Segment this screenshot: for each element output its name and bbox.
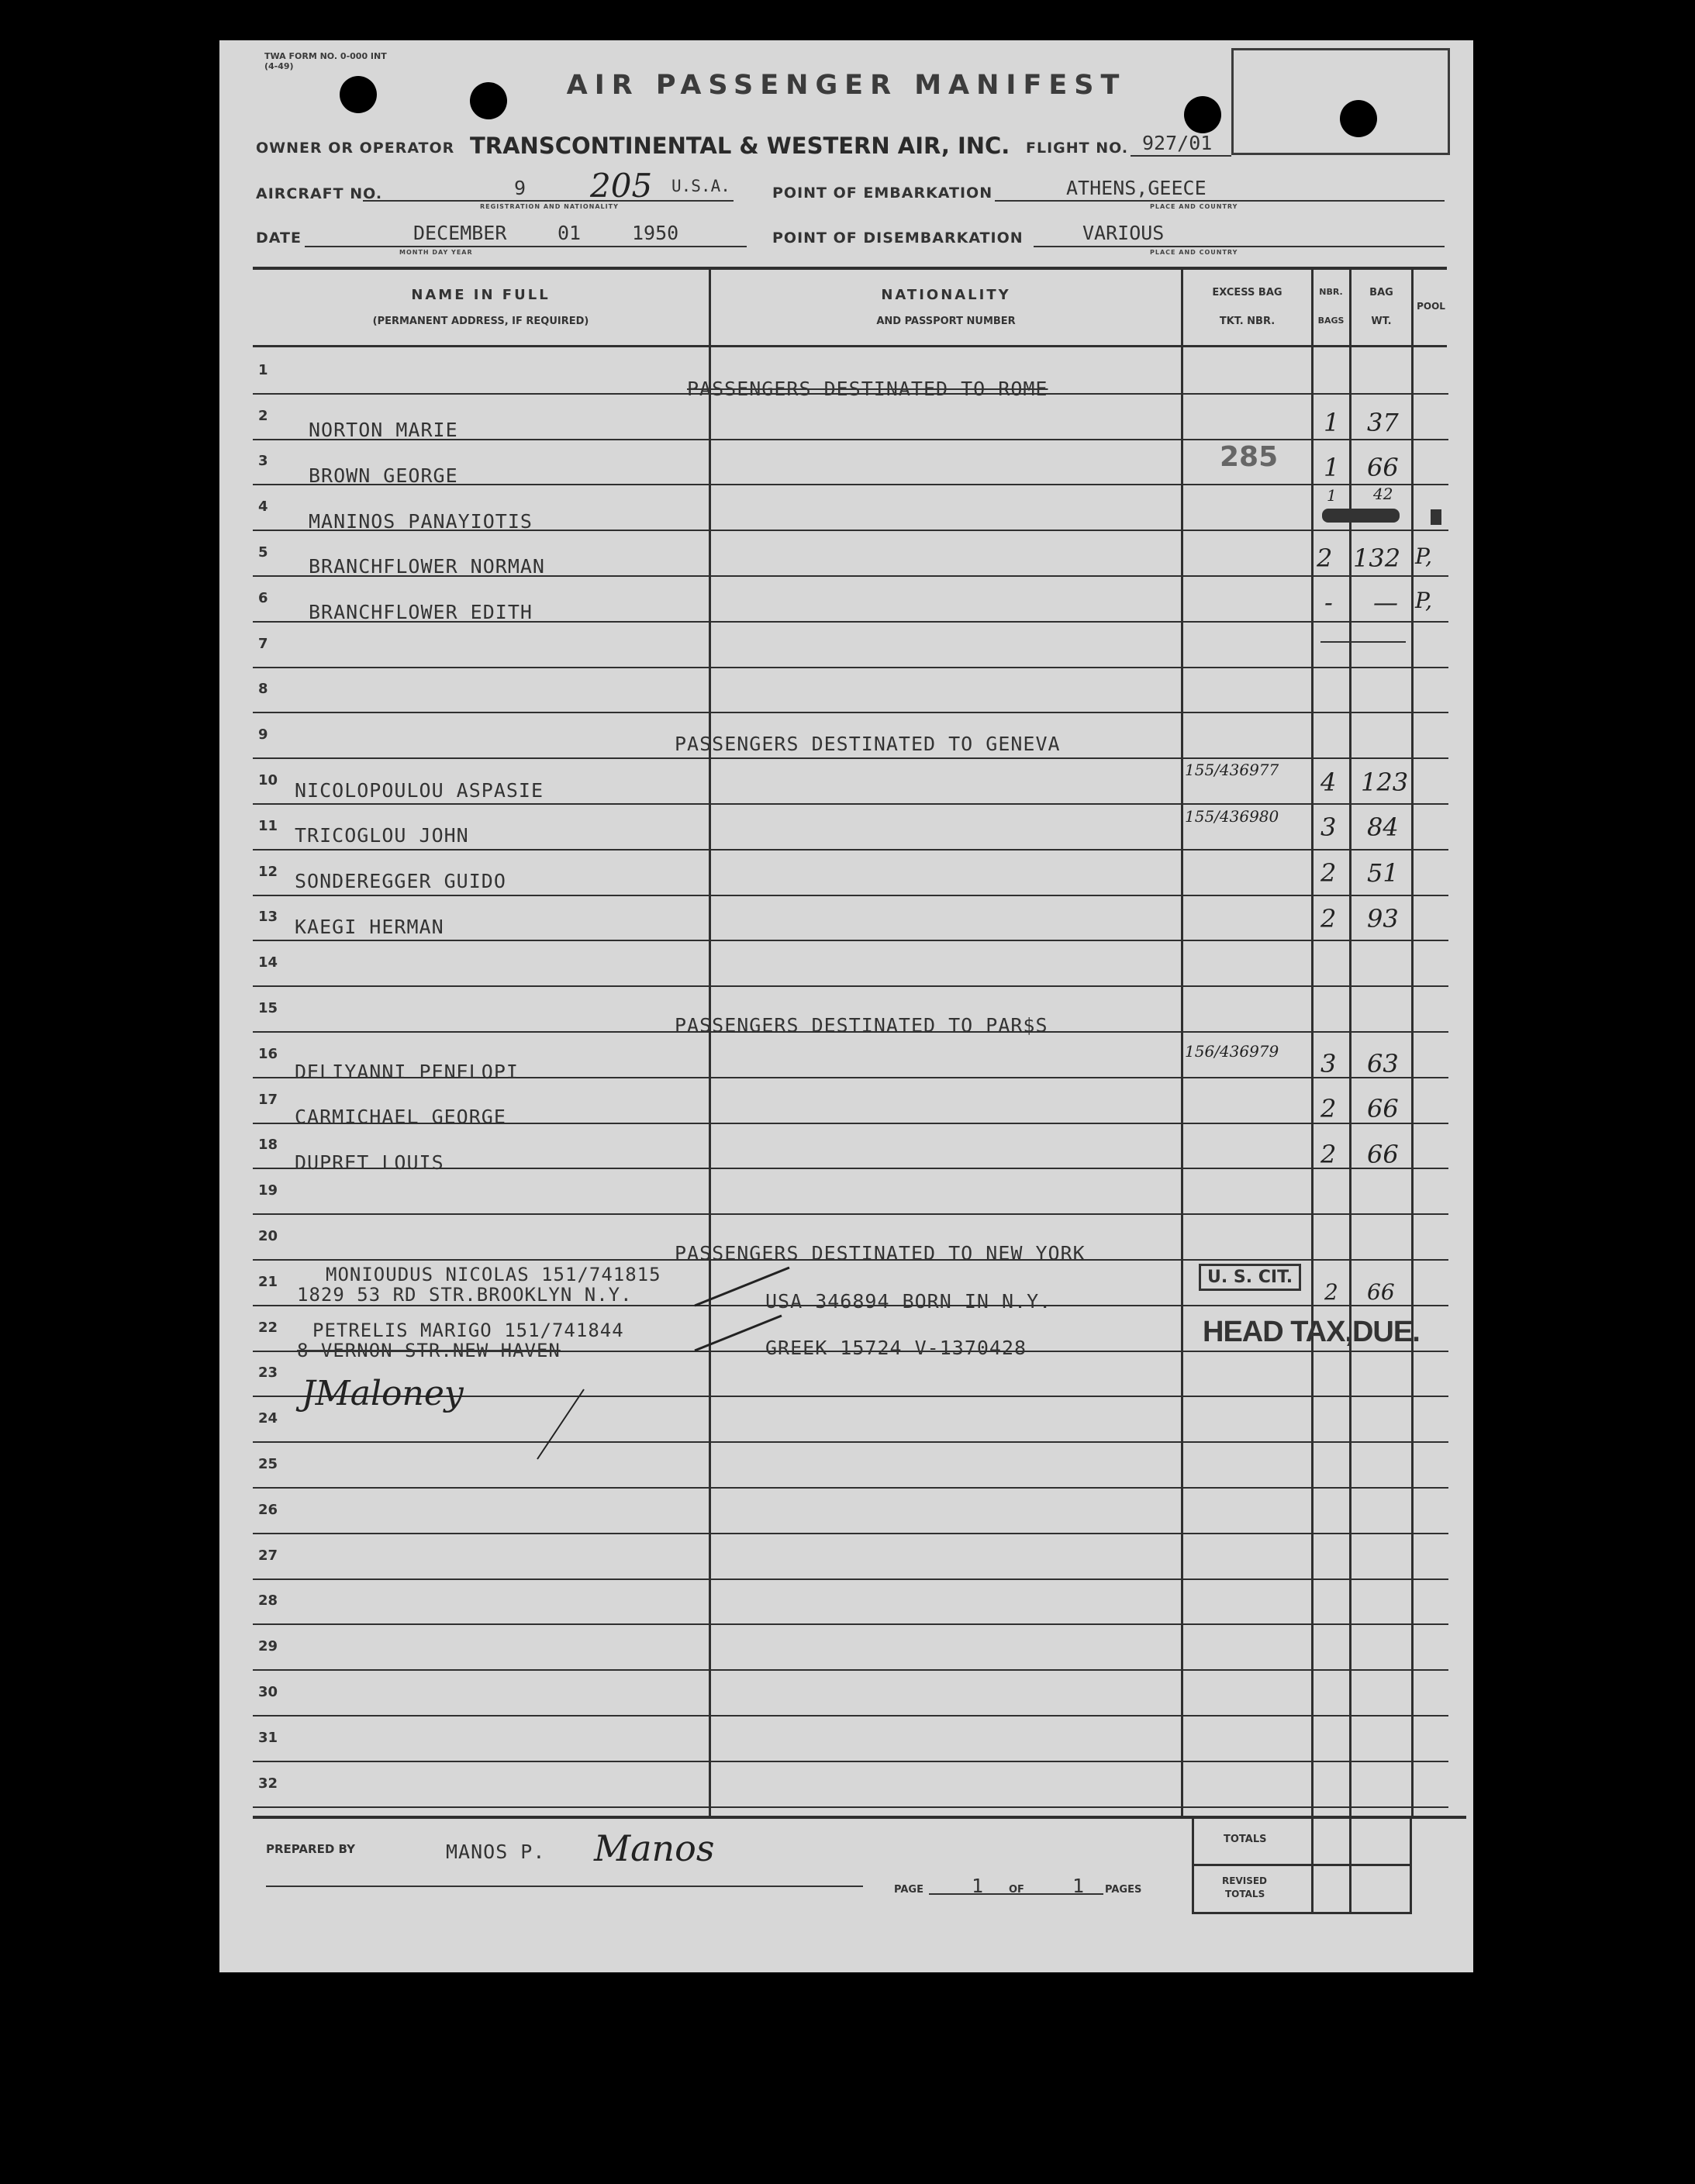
col-header-excess: EXCESS BAG — [1212, 287, 1282, 298]
page-underline — [929, 1893, 1103, 1895]
bag-weight: 123 — [1361, 768, 1409, 797]
bracket-line-2 — [695, 1316, 782, 1351]
signature-tail — [537, 1389, 584, 1459]
bag-count: - — [1324, 588, 1333, 617]
prepared-by-label: PREPARED BY — [266, 1842, 355, 1856]
aircraft-sub: REGISTRATION AND NATIONALITY — [480, 203, 619, 210]
aircraft-label: AIRCRAFT NO. — [256, 185, 383, 202]
col-header-name-sub: (PERMANENT ADDRESS, IF REQUIRED) — [372, 316, 589, 327]
excess-ticket: 156/436979 — [1185, 1042, 1279, 1061]
bag-weight: 84 — [1367, 813, 1399, 842]
bag-count: 2 — [1320, 1140, 1337, 1169]
bag-count: 2 — [1320, 858, 1337, 888]
form-number-date: (4-49) — [264, 61, 294, 71]
embark-value: ATHENS,GEECE — [1066, 177, 1207, 199]
bag-weight: 132 — [1353, 543, 1401, 573]
bag-weight: 63 — [1367, 1049, 1399, 1078]
ny-signature: JMaloney — [302, 1374, 464, 1413]
row-number: 16 — [258, 1046, 278, 1062]
section-rome: PASSENGERS DESTINATED TO ROME — [687, 378, 1048, 400]
pages-label: PAGES — [1105, 1884, 1142, 1896]
col-header-excess-sub: TKT. NBR. — [1219, 316, 1276, 327]
section-new-york: PASSENGERS DESTINATED TO NEW YORK — [675, 1242, 1086, 1265]
row-number: 29 — [258, 1638, 278, 1654]
row-number: 21 — [258, 1274, 278, 1290]
owner-value: TRANSCONTINENTAL & WESTERN AIR, INC. — [470, 133, 1010, 159]
row-number: 9 — [258, 726, 268, 743]
embark-label: POINT OF EMBARKATION — [772, 185, 993, 202]
ny-bracket-lines — [219, 40, 1473, 1972]
excess-ticket: 155/436977 — [1185, 761, 1279, 779]
row-number: 11 — [258, 818, 278, 834]
row-number: 15 — [258, 1000, 278, 1016]
row-number: 28 — [258, 1592, 278, 1609]
row-number: 20 — [258, 1228, 278, 1244]
revised-totals-label-1: REVISED — [1222, 1875, 1267, 1886]
date-year: 1950 — [632, 222, 679, 244]
passenger-name: BRANCHFLOWER EDITH — [309, 601, 533, 623]
ny-passenger-2-name: PETRELIS MARIGO 151/741844 — [312, 1320, 624, 1341]
passenger-name: NICOLOPOULOU ASPASIE — [295, 779, 544, 802]
bag-weight: 37 — [1367, 408, 1399, 437]
date-sub: MONTH DAY YEAR — [399, 249, 473, 256]
row-number: 14 — [258, 954, 278, 971]
row-number: 23 — [258, 1365, 278, 1381]
row-number: 31 — [258, 1730, 278, 1746]
excess-ticket: 285 — [1220, 441, 1279, 473]
prepared-by-signature: Manos — [594, 1827, 715, 1869]
bag-count: 1 — [1324, 453, 1340, 482]
bag-weight: 66 — [1367, 453, 1399, 482]
row-number: 13 — [258, 909, 278, 925]
passenger-name: CARMICHAEL GEORGE — [295, 1106, 506, 1128]
row-number: 4 — [258, 499, 268, 515]
date-month: DECEMBER — [413, 222, 507, 244]
pool-mark: P, — [1415, 588, 1433, 613]
col-header-bag-sub: WT. — [1371, 316, 1392, 327]
row-number: 7 — [258, 636, 268, 652]
bag-weight: — — [1373, 588, 1398, 617]
col-header-nbr: NBR. — [1319, 287, 1343, 297]
owner-label: OWNER OR OPERATOR — [256, 140, 455, 157]
row-number: 12 — [258, 864, 278, 880]
row-number: 26 — [258, 1502, 278, 1518]
bag-count: 3 — [1320, 813, 1337, 842]
disembark-value: VARIOUS — [1082, 222, 1165, 244]
bag-weight: 42 — [1373, 485, 1393, 503]
page-number: 1 — [972, 1875, 985, 1897]
totals-mid-rule — [1192, 1864, 1412, 1866]
form-number-code: TWA FORM NO. 0-000 INT — [264, 51, 387, 61]
section-paris: PASSENGERS DESTINATED TO PAR$S — [675, 1014, 1048, 1037]
row-number: 2 — [258, 408, 268, 424]
col-header-bag: BAG — [1369, 287, 1393, 298]
prepared-by-underline — [266, 1886, 863, 1887]
bag-count: 2 — [1317, 543, 1333, 573]
section-geneva: PASSENGERS DESTINATED TO GENEVA — [675, 733, 1061, 755]
passenger-name: DUPRET LOUIS — [295, 1151, 444, 1174]
row-number: 30 — [258, 1684, 278, 1700]
passenger-name: DELIYANNI PENELOPI — [295, 1061, 519, 1083]
row-number: 25 — [258, 1456, 278, 1472]
row-number: 18 — [258, 1137, 278, 1153]
passenger-name: BRANCHFLOWER NORMAN — [309, 555, 545, 578]
totals-label: TOTALS — [1224, 1834, 1267, 1845]
head-tax-stamp: HEAD TAX,DUE. — [1203, 1316, 1420, 1348]
row-number: 10 — [258, 772, 278, 788]
us-citizen-stamp: U. S. CIT. — [1199, 1264, 1301, 1291]
passenger-name: NORTON MARIE — [309, 419, 458, 441]
passenger-name: TRICOGLOU JOHN — [295, 824, 469, 847]
col-header-nbr-sub: BAGS — [1317, 316, 1345, 326]
page-total: 1 — [1072, 1875, 1086, 1897]
of-label: OF — [1009, 1884, 1024, 1896]
col-header-pool: POOL — [1417, 301, 1445, 312]
row-number: 24 — [258, 1410, 278, 1427]
totals-bottom-rule — [1192, 1912, 1412, 1914]
row-number: 3 — [258, 453, 268, 469]
bag-count: 4 — [1320, 768, 1337, 797]
bag-count: 3 — [1320, 1049, 1337, 1078]
row-number: 27 — [258, 1547, 278, 1564]
revised-totals-label-2: TOTALS — [1225, 1889, 1265, 1899]
manifest-page — [219, 40, 1473, 1972]
col-header-nationality-sub: AND PASSPORT NUMBER — [876, 316, 1016, 327]
row-number: 32 — [258, 1775, 278, 1792]
aircraft-nation: U.S.A. — [671, 177, 730, 195]
aircraft-handwritten: 205 — [590, 167, 653, 205]
passenger-name: BROWN GEORGE — [309, 464, 458, 487]
date-label: DATE — [256, 229, 302, 247]
row-number: 5 — [258, 544, 268, 561]
bag-count: 1 — [1324, 408, 1340, 437]
date-day: 01 — [558, 222, 582, 244]
bag-count: 2 — [1324, 1279, 1338, 1305]
pool-mark: P, — [1415, 543, 1433, 569]
col-header-nationality: NATIONALITY — [881, 287, 1011, 303]
bag-count: 2 — [1320, 1094, 1337, 1123]
disembark-sub: PLACE AND COUNTRY — [1150, 249, 1238, 256]
flight-label: FLIGHT NO. — [1026, 140, 1129, 157]
col-header-name: NAME IN FULL — [411, 287, 551, 303]
row-number: 19 — [258, 1182, 278, 1199]
row-number: 6 — [258, 590, 268, 606]
ny-passenger-2-nationality: GREEK 15724 V-1370428 — [765, 1337, 1027, 1359]
bag-weight: 51 — [1367, 858, 1399, 888]
flight-value: 927/01 — [1142, 132, 1213, 154]
row-number: 17 — [258, 1092, 278, 1108]
bag-count: 1 — [1327, 486, 1337, 505]
bag-weight: 66 — [1367, 1279, 1395, 1305]
bag-weight: 93 — [1367, 904, 1399, 933]
passenger-name: SONDEREGGER GUIDO — [295, 870, 506, 892]
passenger-name: KAEGI HERMAN — [295, 916, 444, 938]
ny-passenger-1-name: MONIOUDUS NICOLAS 151/741815 — [326, 1264, 661, 1285]
ny-passenger-1-address: 1829 53 RD STR.BROOKLYN N.Y. — [297, 1284, 633, 1306]
bracket-line-1 — [695, 1268, 789, 1306]
bag-count: 2 — [1320, 904, 1337, 933]
bag-weight: 66 — [1367, 1094, 1399, 1123]
row-number: 1 — [258, 362, 268, 378]
aircraft-value: 9 — [514, 177, 526, 199]
manifest-title: AIR PASSENGER MANIFEST — [566, 70, 1127, 101]
disembark-label: POINT OF DISEMBARKATION — [772, 229, 1024, 247]
row-number: 8 — [258, 681, 268, 697]
ny-passenger-1-nationality: USA 346894 BORN IN N.Y. — [765, 1290, 1052, 1313]
row-number: 22 — [258, 1320, 278, 1336]
prepared-by-value: MANOS P. — [446, 1841, 546, 1863]
excess-ticket: 155/436980 — [1185, 807, 1279, 826]
page-label: PAGE — [894, 1884, 923, 1896]
ny-passenger-2-address: 8 VERNON STR.NEW HAVEN — [297, 1340, 561, 1361]
bag-weight: 66 — [1367, 1140, 1399, 1169]
embark-sub: PLACE AND COUNTRY — [1150, 203, 1238, 210]
passenger-name: MANINOS PANAYIOTIS — [309, 510, 533, 533]
